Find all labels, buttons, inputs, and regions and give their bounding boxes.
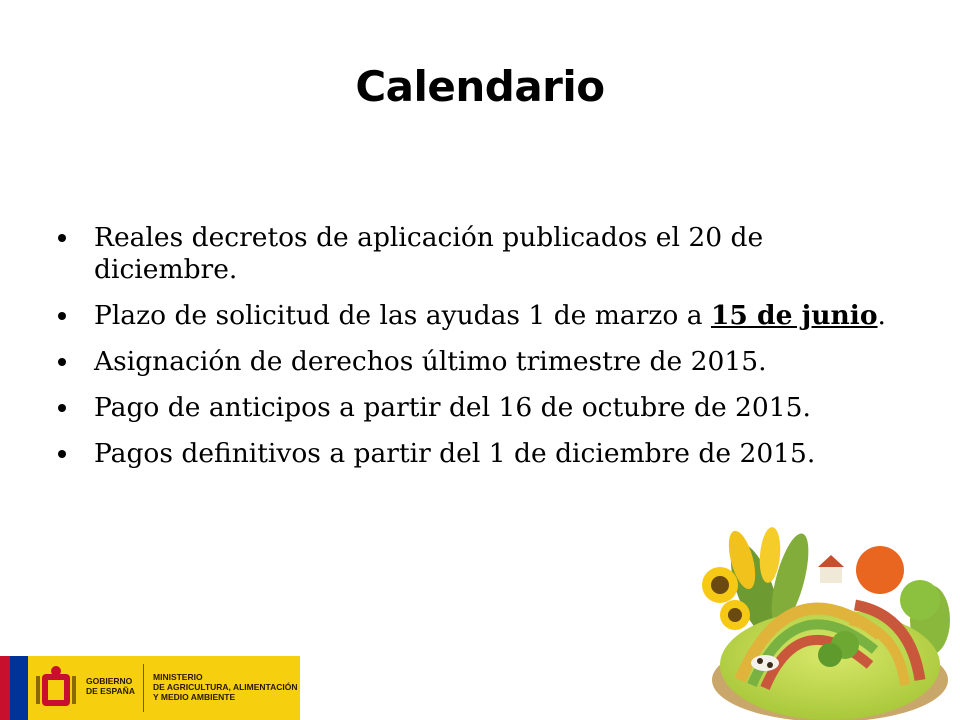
bullet-emphasis: 15 de junio [710, 300, 878, 331]
coat-of-arms-icon [34, 664, 78, 714]
bullet-text-end: . [877, 300, 886, 331]
bullet-text: Plazo de solicitud de las ayudas 1 de marzo a [94, 300, 711, 331]
agriculture-illustration [680, 505, 960, 720]
bullet-dot-icon [58, 358, 66, 366]
bullet-dot-icon [58, 404, 66, 412]
logo-divider [143, 664, 144, 712]
bullet-text: Reales decretos de aplicación publicados el 20 de diciembre. [94, 222, 764, 285]
bullet-text: Asignación de derechos último trimestre de 2015. [94, 346, 767, 377]
bullet-text: Pago de anticipos a partir del 16 de octubre de 2015. [94, 392, 811, 423]
bullet-dot-icon [58, 312, 66, 320]
bullet-dot-icon [58, 234, 66, 242]
gobierno-label: GOBIERNO DE ESPAÑA [86, 676, 135, 696]
bullet-list [58, 222, 908, 484]
slide-title: Calendario [355, 62, 605, 111]
bullet-item [58, 346, 908, 378]
bullet-item [58, 300, 908, 332]
ministerio-label: MINISTERIO DE AGRICULTURA, ALIMENTACIÓN Y MEDIO AMBIENTE [153, 672, 298, 702]
bullet-item [58, 438, 908, 470]
bullet-dot-icon [58, 450, 66, 458]
spain-flag-stripe [0, 656, 10, 720]
bullet-item [58, 392, 908, 424]
bullet-text: Pagos definitivos a partir del 1 de diciembre de 2015. [94, 438, 816, 469]
bullet-item [58, 222, 908, 286]
